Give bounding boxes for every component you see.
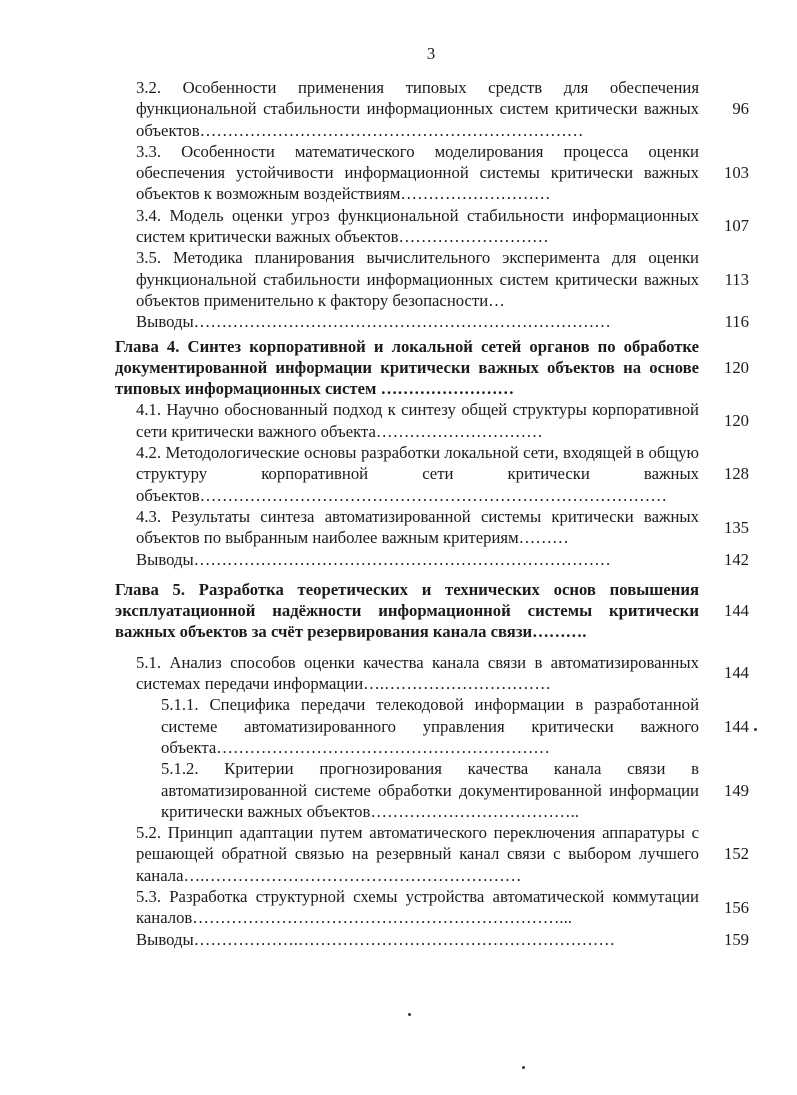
- toc-entry: [115, 652, 749, 695]
- toc-entry: [115, 247, 749, 311]
- toc-entry: [115, 694, 749, 758]
- toc-entry-page: 120: [723, 411, 749, 431]
- toc-entry-text: 3.2. Особенности применения типовых средств для обеспечения функциональной стабильности информационных систем критически важных объектов……………………………………………………………: [136, 78, 699, 140]
- toc-entry-page: 156: [723, 897, 749, 917]
- table-of-contents: [115, 77, 749, 950]
- toc-entry-text: 4.3. Результаты синтеза автоматизированной системы критически важных объектов по выбранным наиболее важным критериям………: [136, 506, 699, 548]
- scan-artifact-dot: [522, 1066, 525, 1069]
- toc-entry-text: Глава 4. Синтез корпоративной и локальной сетей органов по обработке документированной информации критически важных объектов на основе типовых информационных систем ……………………: [115, 336, 699, 399]
- toc-entry: [115, 822, 749, 886]
- toc-entry-chapter: [115, 336, 749, 400]
- toc-entry-page: 96: [732, 99, 749, 119]
- toc-entry: [115, 549, 749, 570]
- toc-entry: [115, 929, 749, 950]
- toc-entry-page: 142: [723, 549, 749, 569]
- toc-entry: [115, 77, 749, 141]
- toc-entry-page: 107: [723, 216, 749, 236]
- toc-entry: [115, 506, 749, 549]
- scan-artifact-dot: [754, 728, 757, 731]
- toc-entry-text: Выводы…………………………………………………………………: [136, 549, 611, 569]
- toc-entry: [115, 886, 749, 929]
- toc-entry-page: 120: [723, 357, 749, 377]
- toc-entry-page: 144: [723, 663, 749, 683]
- toc-entry-page: 128: [723, 464, 749, 484]
- toc-entry-page: 152: [723, 844, 749, 864]
- toc-entry: [115, 758, 749, 822]
- scan-artifact-dot: [408, 1013, 411, 1016]
- toc-entry: [115, 399, 749, 442]
- toc-entry-text: 4.2. Методологические основы разработки локальной сети, входящей в общую структуру корпоративной сети критически важных объектов…………………………………………………………………………: [136, 443, 699, 505]
- toc-entry-page: 144: [723, 716, 749, 736]
- toc-entry-page: 116: [724, 312, 749, 332]
- toc-entry-text: 3.5. Методика планирования вычислительного эксперимента для оценки функциональной стабильности информационных систем критически важных объектов применительно к фактору безопасности…: [136, 248, 699, 310]
- toc-entry-page: 103: [723, 163, 749, 183]
- toc-entry: [115, 442, 749, 506]
- toc-entry-page: 159: [723, 929, 749, 949]
- toc-entry-chapter: [115, 579, 749, 643]
- toc-entry-text: 3.4. Модель оценки угроз функциональной стабильности информационных систем критически важных объектов………………………: [136, 205, 699, 247]
- toc-entry-text: 4.1. Научно обоснованный подход к синтезу общей структуры корпоративной сети критически важного объекта…………………………: [136, 400, 699, 441]
- toc-entry: [115, 205, 749, 248]
- toc-entry-text: Выводы……………….…………………………………………………: [136, 929, 616, 949]
- page-number: 3: [426, 44, 436, 63]
- toc-entry-page: 135: [723, 517, 749, 537]
- toc-entry-text: Выводы…………………………………………………………………: [136, 312, 611, 332]
- toc-entry-text: 3.3. Особенности математического моделирования процесса оценки обеспечения устойчивости информационной системы критически важных объектов к возможным воздействиям………………………: [136, 141, 699, 204]
- toc-entry-page: 149: [723, 780, 749, 800]
- toc-entry-text: Глава 5. Разработка теоретических и технических основ повышения эксплуатационной надёжности информационной системы критически важных объектов за счёт резервирования канала связи……….: [115, 579, 699, 642]
- toc-entry: [115, 141, 749, 205]
- toc-entry: [115, 311, 749, 332]
- toc-entry-text: 5.1. Анализ способов оценки качества канала связи в автоматизированных системах передачи информации….…………………………: [136, 652, 699, 694]
- toc-entry-text: 5.3. Разработка структурной схемы устройства автоматической коммутации каналов…………………………………………………………...: [136, 886, 699, 928]
- toc-entry-text: 5.1.1. Специфика передачи телекодовой информации в разработанной системе автоматизированного управления критически важного объекта……………………………………………………: [161, 695, 699, 757]
- toc-entry-page: 113: [724, 269, 749, 289]
- toc-entry-text: 5.2. Принцип адаптации путем автоматического переключения аппаратуры с решающей обратной связью на резервный канал связи с выбором лучшего канала….…………………………………………………: [136, 823, 699, 885]
- toc-entry-text: 5.1.2. Критерии прогнозирования качества канала связи в автоматизированной системе обработки документированной информации критически важных объектов………………………………..: [161, 759, 699, 821]
- toc-entry-page: 144: [723, 601, 749, 621]
